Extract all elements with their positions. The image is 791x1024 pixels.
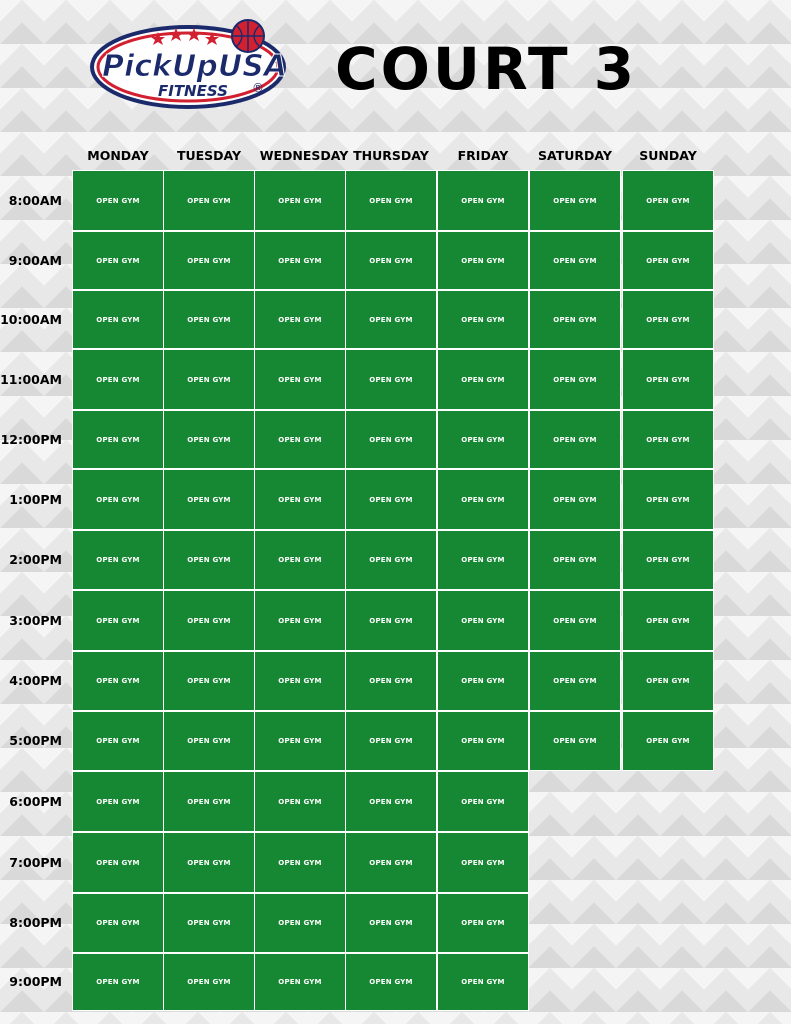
slot-label: OPEN GYM [96,616,140,625]
slot-label: OPEN GYM [369,677,413,685]
schedule-slot [622,410,714,469]
schedule-slot [437,170,529,231]
slot-label: OPEN GYM [461,616,505,625]
schedule-slot [254,410,346,469]
slot-label: OPEN GYM [646,556,690,564]
schedule-slot [437,711,529,771]
day-header-tuesday: TUESDAY [176,148,242,163]
schedule-slot [345,290,437,349]
schedule-slot [622,290,714,349]
schedule-slot [529,290,621,349]
slot-label: OPEN GYM [553,616,597,625]
slot-label: OPEN GYM [278,919,322,927]
slot-label: OPEN GYM [369,919,413,927]
schedule-slot [345,349,437,410]
time-label: 7:00PM [9,854,62,870]
time-label: 1:00PM [9,491,62,507]
schedule-slot [622,170,714,231]
slot-label: OPEN GYM [369,737,413,745]
slot-label: OPEN GYM [553,495,597,504]
schedule-slot [345,953,437,1011]
day-header-sunday: SUNDAY [639,148,697,163]
slot-label: OPEN GYM [187,919,231,927]
slot-label: OPEN GYM [278,677,322,685]
slot-label: OPEN GYM [461,495,505,504]
schedule-slot [254,170,346,231]
schedule-slot [163,410,255,469]
schedule-slot [345,231,437,290]
slot-label: OPEN GYM [553,737,597,745]
slot-label: OPEN GYM [461,858,505,867]
schedule-slot [254,711,346,771]
schedule-slot [437,231,529,290]
slot-label: OPEN GYM [369,375,413,384]
slot-label: OPEN GYM [278,797,322,806]
schedule-slot [254,349,346,410]
slot-label: OPEN GYM [553,256,597,265]
schedule-slot [72,530,164,590]
schedule-slot [345,832,437,893]
slot-label: OPEN GYM [96,495,140,504]
schedule-slot [72,469,164,530]
schedule-slot [163,711,255,771]
schedule-slot [529,231,621,290]
schedule-slot [72,711,164,771]
schedule-slot [254,469,346,530]
schedule-slot [254,290,346,349]
schedule-slot [529,590,621,651]
slot-label: OPEN GYM [187,616,231,625]
slot-label: OPEN GYM [461,677,505,685]
time-label: 6:00PM [9,793,62,809]
schedule-slot [437,410,529,469]
slot-label: OPEN GYM [369,196,413,205]
slot-label: OPEN GYM [461,797,505,806]
schedule-slot [254,771,346,832]
schedule-slot [254,893,346,953]
schedule-slot [345,771,437,832]
slot-label: OPEN GYM [369,616,413,625]
schedule-slot [254,231,346,290]
schedule-slot [72,651,164,711]
schedule-slot [437,349,529,410]
slot-label: OPEN GYM [461,556,505,564]
slot-label: OPEN GYM [278,978,322,986]
slot-label: OPEN GYM [278,315,322,324]
slot-label: OPEN GYM [461,978,505,986]
slot-label: OPEN GYM [646,495,690,504]
slot-label: OPEN GYM [646,737,690,745]
schedule-slot [72,170,164,231]
schedule-slot [622,469,714,530]
schedule-slot [437,832,529,893]
slot-label: OPEN GYM [369,256,413,265]
schedule-slot [163,590,255,651]
time-label: 9:00PM [9,974,62,989]
time-label: 2:00PM [9,552,62,567]
slot-label: OPEN GYM [96,256,140,265]
schedule-slot [437,590,529,651]
schedule-slot [345,469,437,530]
slot-label: OPEN GYM [187,556,231,564]
schedule-slot [163,893,255,953]
schedule-slot [72,349,164,410]
slot-label: OPEN GYM [187,737,231,745]
slot-label: OPEN GYM [96,737,140,745]
schedule-slot [529,651,621,711]
slot-label: OPEN GYM [461,196,505,205]
slot-label: OPEN GYM [187,858,231,867]
slot-label: OPEN GYM [96,375,140,384]
time-label: 9:00AM [8,252,62,268]
time-label: 11:00AM [0,371,62,387]
schedule-slot [72,290,164,349]
slot-label: OPEN GYM [553,375,597,384]
slot-label: OPEN GYM [553,556,597,564]
schedule-slot [437,290,529,349]
slot-label: OPEN GYM [369,315,413,324]
page-title: COURT 3 [335,35,638,103]
slot-label: OPEN GYM [187,315,231,324]
time-label: 5:00PM [9,733,62,748]
slot-label: OPEN GYM [96,435,140,444]
time-label: 8:00PM [9,915,62,930]
slot-label: OPEN GYM [96,797,140,806]
slot-label: OPEN GYM [553,315,597,324]
schedule-slot [622,651,714,711]
slot-label: OPEN GYM [96,677,140,685]
schedule-slot [529,170,621,231]
schedule-slot [163,231,255,290]
schedule-slot [163,170,255,231]
schedule-slot [529,469,621,530]
schedule-slot [163,832,255,893]
slot-label: OPEN GYM [369,435,413,444]
slot-label: OPEN GYM [187,797,231,806]
time-label: 10:00AM [0,311,62,327]
schedule-slot [437,771,529,832]
slot-label: OPEN GYM [187,495,231,504]
slot-label: OPEN GYM [646,435,690,444]
slot-label: OPEN GYM [646,375,690,384]
schedule-slot [345,893,437,953]
schedule-slot [254,590,346,651]
schedule-slot [529,530,621,590]
schedule-slot [72,231,164,290]
slot-label: OPEN GYM [553,435,597,444]
schedule-slot [254,530,346,590]
slot-label: OPEN GYM [278,435,322,444]
schedule-slot [622,231,714,290]
day-header-friday: FRIDAY [457,148,509,163]
day-header-monday: MONDAY [87,148,149,163]
schedule-slot [72,953,164,1011]
schedule-slot [437,469,529,530]
schedule-slot [163,771,255,832]
time-label: 3:00PM [9,612,62,628]
day-header-saturday: SATURDAY [538,148,612,163]
schedule-slot [163,651,255,711]
slot-label: OPEN GYM [553,196,597,205]
slot-label: OPEN GYM [369,556,413,564]
schedule-slot [72,893,164,953]
schedule-slot [437,651,529,711]
schedule-slot [72,590,164,651]
slot-label: OPEN GYM [278,495,322,504]
slot-label: OPEN GYM [461,315,505,324]
day-header-wednesday: WEDNESDAY [259,148,349,163]
logo-brand-bottom: FITNESS [158,82,228,100]
time-label: 8:00AM [8,192,62,208]
slot-label: OPEN GYM [187,196,231,205]
logo-brand-top: PickUpUSA [102,49,288,84]
slot-label: OPEN GYM [369,858,413,867]
schedule-slot [437,530,529,590]
schedule-slot [345,651,437,711]
schedule-slot [622,349,714,410]
slot-label: OPEN GYM [187,435,231,444]
schedule-slot [163,290,255,349]
schedule-slot [163,349,255,410]
time-label: 4:00PM [9,673,62,688]
time-label: 12:00PM [0,431,62,447]
slot-label: OPEN GYM [96,196,140,205]
slot-label: OPEN GYM [461,919,505,927]
schedule-slot [72,832,164,893]
logo-registered-mark: ® [252,81,264,95]
schedule-slot [345,590,437,651]
schedule-slot [345,711,437,771]
schedule-slot [437,953,529,1011]
schedule-slot [529,410,621,469]
slot-label: OPEN GYM [369,978,413,986]
slot-label: OPEN GYM [187,978,231,986]
slot-label: OPEN GYM [646,677,690,685]
schedule-slot [163,953,255,1011]
schedule-slot [254,651,346,711]
schedule-slot [622,711,714,771]
day-header-thursday: THURSDAY [353,148,429,163]
slot-label: OPEN GYM [96,919,140,927]
slot-label: OPEN GYM [96,858,140,867]
slot-label: OPEN GYM [278,196,322,205]
slot-label: OPEN GYM [646,256,690,265]
slot-label: OPEN GYM [461,375,505,384]
slot-label: OPEN GYM [96,556,140,564]
schedule-slot [622,530,714,590]
slot-label: OPEN GYM [278,256,322,265]
schedule-slot [529,711,621,771]
schedule-slot [72,771,164,832]
schedule-slot [529,349,621,410]
slot-label: OPEN GYM [96,315,140,324]
slot-label: OPEN GYM [278,556,322,564]
schedule-slot [345,410,437,469]
slot-label: OPEN GYM [553,677,597,685]
schedule-slot [72,410,164,469]
slot-label: OPEN GYM [369,495,413,504]
schedule-slot [254,832,346,893]
slot-label: OPEN GYM [187,677,231,685]
schedule-slot [163,469,255,530]
slot-label: OPEN GYM [369,797,413,806]
slot-label: OPEN GYM [646,616,690,625]
slot-label: OPEN GYM [187,375,231,384]
slot-label: OPEN GYM [278,616,322,625]
slot-label: OPEN GYM [278,375,322,384]
slot-label: OPEN GYM [461,435,505,444]
slot-label: OPEN GYM [96,978,140,986]
slot-label: OPEN GYM [461,256,505,265]
logo-graphic [88,12,292,112]
schedule-slot [163,530,255,590]
slot-label: OPEN GYM [187,256,231,265]
slot-label: OPEN GYM [646,196,690,205]
schedule-slot [254,953,346,1011]
schedule-slot [437,893,529,953]
slot-label: OPEN GYM [278,858,322,867]
slot-label: OPEN GYM [278,737,322,745]
schedule-slot [345,530,437,590]
pickupusa-fitness-logo [88,12,292,112]
schedule-slot [622,590,714,651]
schedule-slot [345,170,437,231]
slot-label: OPEN GYM [646,315,690,324]
slot-label: OPEN GYM [461,737,505,745]
